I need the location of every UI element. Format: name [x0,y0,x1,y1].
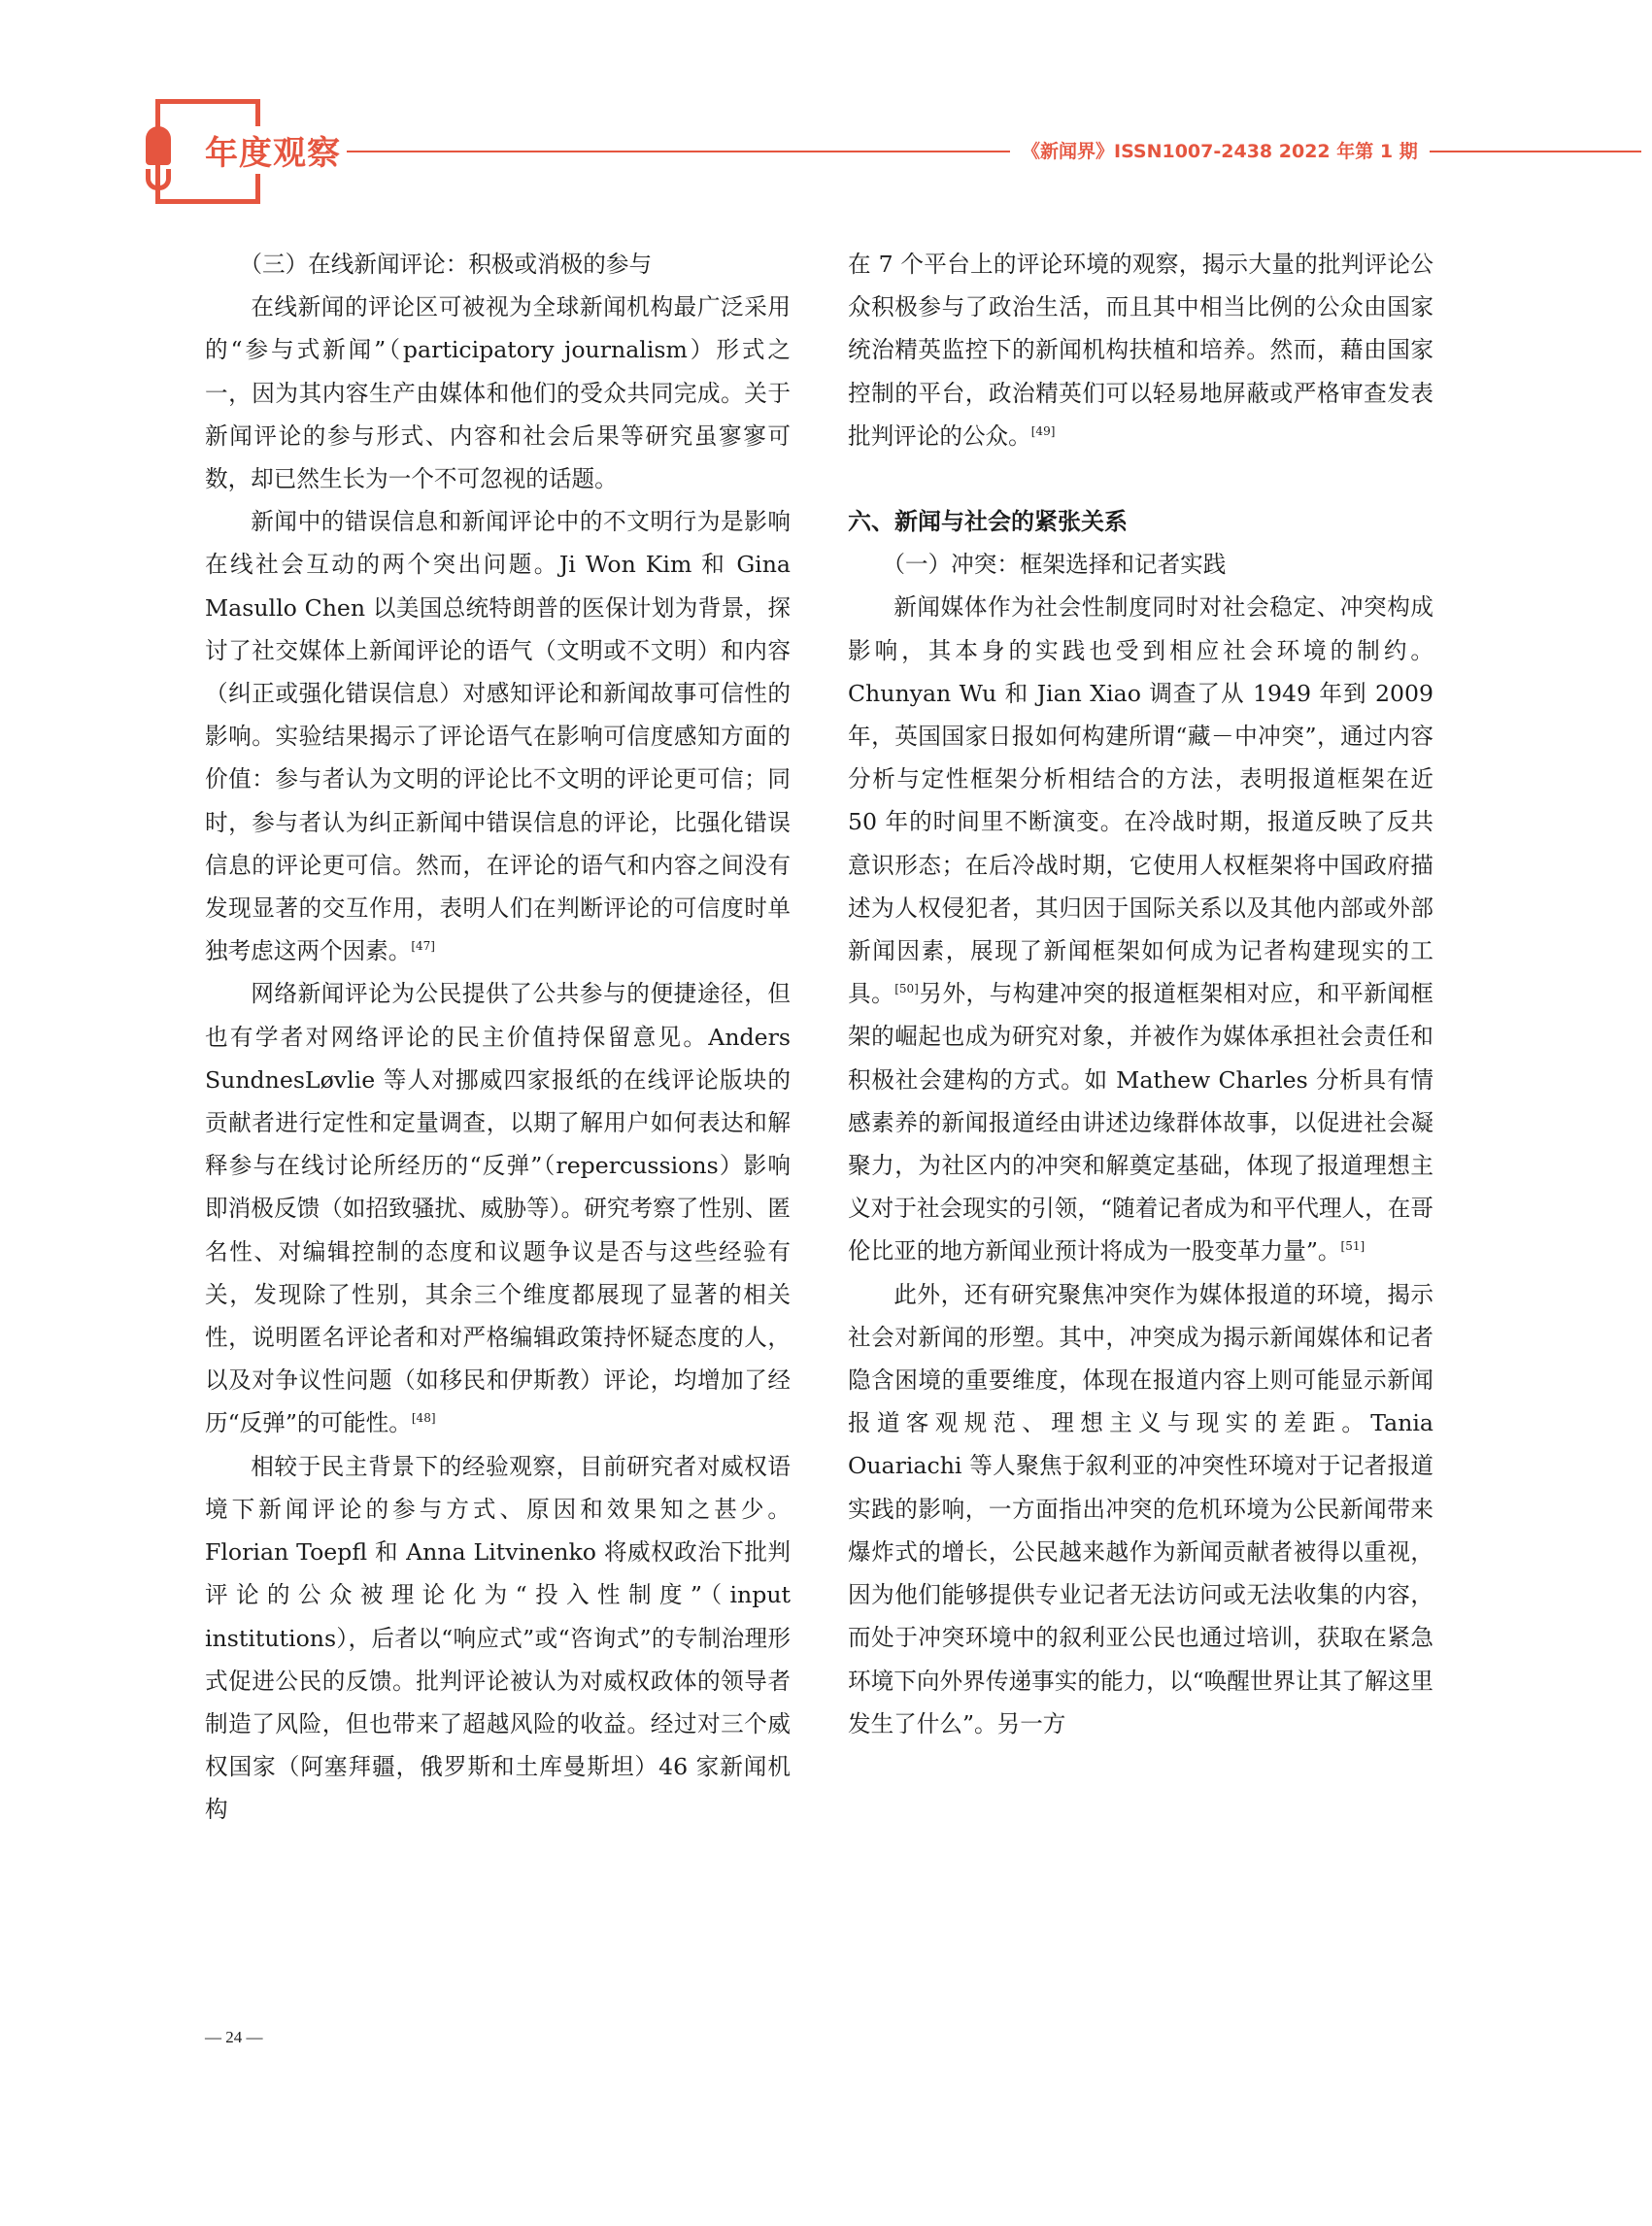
section-heading: 六、新闻与社会的紧张关系 [848,508,1128,536]
paragraph-text: 另外，与构建冲突的报道框架相对应，和平新闻框架的崛起也成为研究对象，并被作为媒体承担社会责任和积极社会建构的方式。如 Mathew Charles 分析具有情感素养的新闻报道经由讲述边缘群体故事，以促进社会凝聚力，为社区内的冲突和解奠定基础，体现了报道理想主义对于社会现实的引领，“随着记者成为和平代理人，在哥伦比亚的地方新闻业预计将成为一股变革力量”。 [848,980,1434,1265]
left-column [205,243,791,1832]
reference-mark: [48] [411,1411,436,1426]
section-title: 年度观察 [199,126,347,174]
paragraph-text: 在 7 个平台上的评论环境的观察，揭示大量的批判评论公众积极参与了政治生活，而且其中相当比例的公众由国家统治精英监控下的新闻机构扶植和培养。然而，藉由国家控制的平台，政治精英们可以轻易地屏蔽或严格审查发表批判评论的公众。 [848,251,1433,450]
paragraph [205,500,791,972]
subsection-heading: （三）在线新闻评论：积极或消极的参与 [239,251,653,278]
right-column [848,243,1433,1745]
header-rule [330,151,1641,152]
reference-mark: [50] [894,982,919,996]
reference-mark: [47] [411,939,435,954]
paragraph [848,586,1433,1272]
paragraph [205,972,791,1444]
page-number: — 24 — [205,2028,263,2046]
paragraph [848,243,1433,457]
paragraph: 在线新闻的评论区可被视为全球新闻机构最广泛采用的“参与式新闻”（participatory journalism）形式之一，因为其内容生产由媒体和他们的受众共同完成。关于新闻评论的参与形式、内容和社会后果等研究虽寥寥可数，却已然生长为一个不可忽视的话题。 [205,293,791,493]
reference-mark: [51] [1340,1239,1365,1254]
journal-citation: 《新闻界》ISSN1007-2438 2022 年第 1 期 [1010,137,1430,163]
paragraph-text: 新闻媒体作为社会性制度同时对社会稳定、冲突构成影响，其本身的实践也受到相应社会环境的制约。Chunyan Wu 和 Jian Xiao 调查了从 1949 年到 2009 年，英国国家日报如何构建所谓“藏－中冲突”，通过内容分析与定性框架分析相结合的方法，表明报道框架在近 50 年的时间里不断演变。在冷战时期，报道反映了反共意识形态；在后冷战时期，它使用人权框架将中国政府描述为人权侵犯者，其归因于国际关系以及其他内部或外部新闻因素，展现了新闻框架如何成为记者构建现实的工具。 [848,593,1433,1008]
microphone-icon [146,126,171,165]
subsection-heading: （一）冲突：框架选择和记者实践 [882,551,1227,579]
paragraph-text: 网络新闻评论为公民提供了公共参与的便捷途径，但也有学者对网络评论的民主价值持保留意见。Anders SundnesLøvlie 等人对挪威四家报纸的在线评论版块的贡献者进行定性和定量调查，以期了解用户如何表达和解释参与在线讨论所经历的“反弹”（repercussions）影响即消极反馈（如招致骚扰、威胁等）。研究考察了性别、匿名性、对编辑控制的态度和议题争议是否与这些经验有关，发现除了性别，其余三个维度都展现了显著的相关性，说明匿名评论者和对严格编辑政策持怀疑态度的人，以及对争议性问题（如移民和伊斯教）评论，均增加了经历“反弹”的可能性。 [205,980,791,1437]
paragraph: 相较于民主背景下的经验观察，目前研究者对威权语境下新闻评论的参与方式、原因和效果知之甚少。Florian Toepfl 和 Anna Litvinenko 将威权政治下批判评论的公众被理论化为“投入性制度”（input institutions），后者以“响应式”或“咨询式”的专制治理形式促进公民的反馈。批判评论被认为对威权政体的领导者制造了风险，但也带来了超越风险的收益。经过对三个威权国家（阿塞拜疆，俄罗斯和土库曼斯坦）46 家新闻机构 [205,1452,791,1824]
paragraph: 此外，还有研究聚焦冲突作为媒体报道的环境，揭示社会对新闻的形塑。其中，冲突成为揭示新闻媒体和记者隐含困境的重要维度，体现在报道内容上则可能显示新闻报道客观规范、理想主义与现实的差距。Tania Ouariachi 等人聚焦于叙利亚的冲突性环境对于记者报道实践的影响，一方面指出冲突的危机环境为公民新闻带来爆炸式的增长，公民越来越作为新闻贡献者被得以重视，因为他们能够提供专业记者无法访问或无法收集的内容，而处于冲突环境中的叙利亚公民也通过培训，获取在紧急环境下向外界传递事实的能力，以“唤醒世界让其了解这里发生了什么”。另一方 [848,1280,1433,1737]
paragraph-text: 新闻中的错误信息和新闻评论中的不文明行为是影响在线社会互动的两个突出问题。Ji Won Kim 和 Gina Masullo Chen 以美国总统特朗普的医保计划为背景，探讨了社交媒体上新闻评论的语气（文明或不文明）和内容（纠正或强化错误信息）对感知评论和新闻故事可信性的影响。实验结果揭示了评论语气在影响可信度感知方面的价值：参与者认为文明的评论比不文明的评论更可信；同时，参与者认为纠正新闻中错误信息的评论，比强化错误信息的评论更可信。然而，在评论的语气和内容之间没有发现显著的交互作用，表明人们在判断评论的可信度时单独考虑这两个因素。 [205,508,791,965]
reference-mark: [49] [1030,423,1056,438]
microphone-stand-icon [146,169,171,190]
